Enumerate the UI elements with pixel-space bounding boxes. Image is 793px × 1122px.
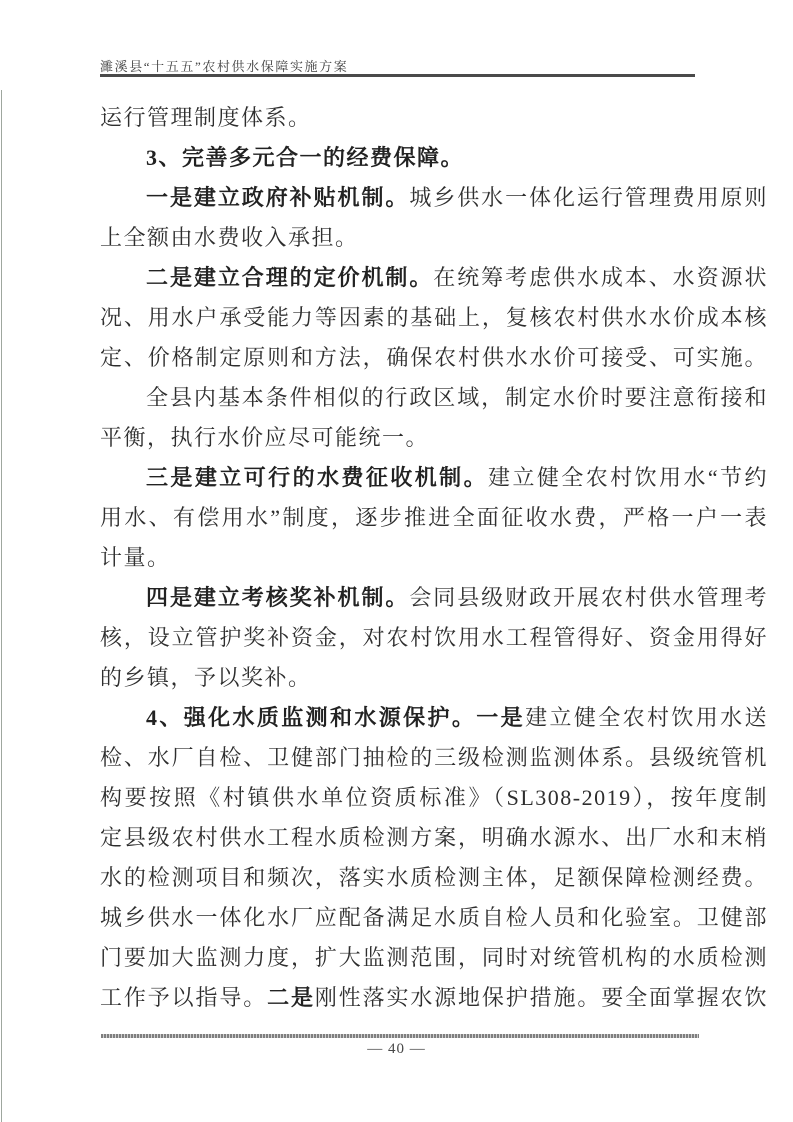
bold-text-run: 4、强化水质监测和水源保护。一是 [146, 705, 526, 730]
text-run: 核，设立管护奖补资金，对农村饮用水工程管得好、资金用得好 [100, 625, 768, 650]
header-title: 濉溪县“十五五”农村供水保障实施方案 [100, 59, 349, 74]
body-line [100, 338, 768, 378]
bold-text-run: 二是建立合理的定价机制。 [146, 265, 434, 290]
text-run: 检、水厂自检、卫健部门抽检的三级检测监测体系。县级统管机 [100, 745, 768, 770]
body-line [100, 98, 768, 138]
body-line [100, 178, 768, 218]
text-run: 的乡镇，予以奖补。 [100, 665, 312, 690]
body-line [100, 138, 768, 178]
text-run: 工作予以指导。 [100, 985, 268, 1010]
text-run: 上全额由水费收入承担。 [100, 225, 359, 250]
body-line [100, 578, 768, 618]
text-run: 全县内基本条件相似的行政区域，制定水价时要注意衔接和 [146, 385, 768, 410]
bold-text-run: 三是建立可行的水费征收机制。 [146, 465, 489, 490]
body-line [100, 698, 768, 738]
footer-rule [101, 1034, 699, 1038]
bold-text-run: 四是建立考核奖补机制。 [146, 585, 410, 610]
text-run: 构要按照《村镇供水单位资质标准》（SL308-2019），按年度制 [100, 785, 768, 810]
body-line [100, 818, 768, 858]
body-line [100, 618, 768, 658]
body-line [100, 938, 768, 978]
body-line [100, 858, 768, 898]
text-run: 建立健全农村饮用水“节约 [488, 465, 768, 490]
header-rule [100, 74, 695, 77]
body-line [100, 538, 768, 578]
text-run: 在统筹考虑供水成本、水资源状 [433, 265, 768, 290]
text-run: 建立健全农村饮用水送 [525, 705, 768, 730]
text-run: 定县级农村供水工程水质检测方案，明确水源水、出厂水和末梢 [100, 825, 768, 850]
text-run: 运行管理制度体系。 [100, 105, 312, 130]
body-line [100, 738, 768, 778]
text-run: 刚性落实水源地保护措施。要全面掌握农饮 [314, 985, 768, 1010]
body-line [100, 378, 768, 418]
scan-edge-line [1, 90, 3, 1122]
page-number: — 40 — [367, 1041, 426, 1057]
text-run: 门要加大监测力度，扩大监测范围，同时对统管机构的水质检测 [100, 945, 768, 970]
body-line [100, 218, 768, 258]
body-line [100, 258, 768, 298]
document-body [100, 98, 768, 1018]
body-line [100, 298, 768, 338]
body-line [100, 778, 768, 818]
body-line [100, 658, 768, 698]
text-run: 会同县级财政开展农村供水管理考 [409, 585, 768, 610]
body-line [100, 458, 768, 498]
bold-text-run: 3、完善多元合一的经费保障。 [146, 145, 465, 170]
text-run: 定、价格制定原则和方法，确保农村供水水价可接受、可实施。 [100, 345, 768, 370]
text-run: 况、用水户承受能力等因素的基础上，复核农村供水水价成本核 [100, 305, 768, 330]
bold-text-run: 二是 [267, 985, 315, 1010]
text-run: 计量。 [100, 545, 171, 570]
text-run: 用水、有偿用水”制度，逐步推进全面征收水费，严格一户一表 [100, 505, 768, 530]
body-line [100, 418, 768, 458]
text-run: 水的检测项目和频次，落实水质检测主体，足额保障检测经费。 [100, 865, 768, 890]
body-line [100, 498, 768, 538]
text-run: 城乡供水一体化水厂应配备满足水质自检人员和化验室。卫健部 [100, 905, 768, 930]
text-run: 城乡供水一体化运行管理费用原则 [409, 185, 768, 210]
body-line [100, 898, 768, 938]
text-run: 平衡，执行水价应尽可能统一。 [100, 425, 430, 450]
bold-text-run: 一是建立政府补贴机制。 [146, 185, 410, 210]
body-line [100, 978, 768, 1018]
